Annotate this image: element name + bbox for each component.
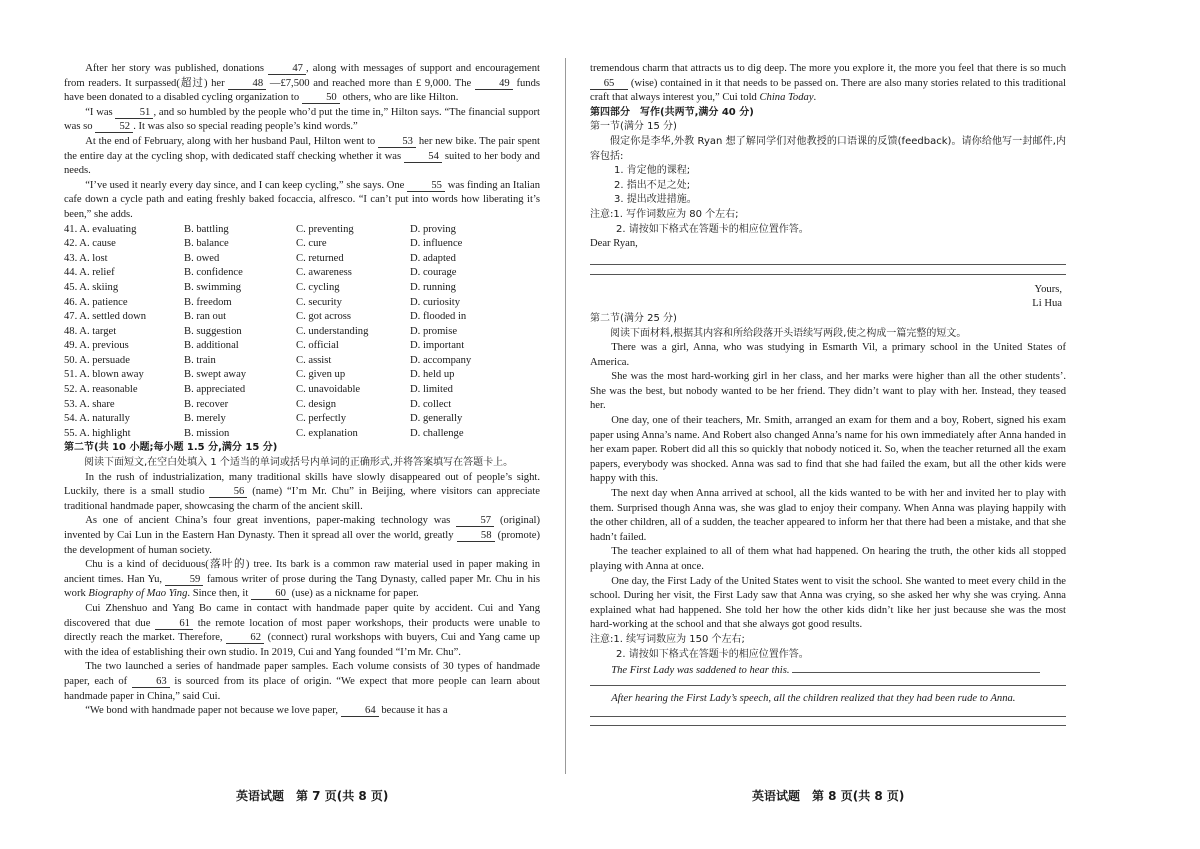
option-choice: B. recover bbox=[184, 398, 229, 410]
option-choice: B. confidence bbox=[184, 267, 243, 279]
option-choice: B. merely bbox=[184, 413, 226, 425]
option-choice: 54. A. naturally bbox=[64, 413, 130, 425]
option-row bbox=[64, 223, 540, 238]
story-paragraph: There was a girl, Anna, who was studying in Esmarth Vil, a primary school in the United States of America. bbox=[590, 342, 1066, 368]
option-choice: D. adapted bbox=[410, 252, 456, 264]
page-8-column bbox=[590, 62, 1066, 726]
option-row bbox=[64, 325, 540, 340]
option-choice: 42. A. cause bbox=[64, 238, 116, 250]
blank-51: 51 bbox=[115, 107, 153, 119]
option-row bbox=[64, 266, 540, 281]
option-row bbox=[64, 354, 540, 369]
blank-58: 58 bbox=[457, 530, 495, 542]
grammar-paragraph-5: The two launched a series of handmade paper samples. Each volume consists of 30 types of handmade paper, each of 63 is sourced from its place of origin. “We expect that more people can learn about handmade paper in China,” said Cui. bbox=[64, 661, 540, 702]
option-choice: D. influence bbox=[410, 238, 463, 250]
option-row bbox=[64, 383, 540, 398]
blank-57: 57 bbox=[456, 515, 494, 527]
answer-line bbox=[590, 264, 1066, 265]
cloze-paragraph-4: “I’ve used it nearly every day since, and I can keep cycling,” she says. One 55 was finding an Italian cafe down a cycle path and eating freshly baked focaccia, alfresco. “I can’t put into words how liberating it’s been,” she adds. bbox=[64, 179, 540, 220]
option-choice: B. train bbox=[184, 354, 216, 366]
option-choice: D. courage bbox=[410, 267, 457, 279]
option-choice: D. limited bbox=[410, 384, 453, 396]
blank-52: 52 bbox=[95, 121, 133, 133]
cloze-paragraph-2: “I was 51 , and so humbled by the people who’d put the time in,” Hilton says. “The financial support was so 52 . It was also so special reading people’s kind words.” bbox=[64, 106, 540, 133]
option-choice: D. collect bbox=[410, 398, 452, 410]
option-choice: C. returned bbox=[296, 252, 344, 264]
option-choice: B. freedom bbox=[184, 296, 232, 308]
option-row bbox=[64, 296, 540, 311]
option-choice: D. proving bbox=[410, 223, 456, 235]
page-7-footer: 英语试题 第 7 页(共 8 页) bbox=[236, 789, 389, 803]
option-row bbox=[64, 427, 540, 442]
option-choice: B. battling bbox=[184, 223, 229, 235]
blank-53: 53 bbox=[378, 136, 416, 148]
requirement-item: 3. 提出改进措施。 bbox=[614, 194, 697, 206]
requirement-item: 2. 指出不足之处; bbox=[614, 179, 691, 191]
grammar-paragraph-1: In the rush of industrialization, many traditional skills have slowly disappeared out of people’s sight. Luckily, there is a small studio 56 (name) “I’m Mr. Chu” in Beijing, where visitors can appreciate traditional handmade paper, showcasing the charm of the ancient skill. bbox=[64, 471, 541, 512]
option-choice: D. flooded in bbox=[410, 311, 467, 323]
story-paragraph: She was the most hard-working girl in her class, and her marks were higher than all the other students’. She was the best, but nobody wanted to be her friend. They didn’t want to play with her. Instead, they teased her. bbox=[590, 371, 1066, 412]
answer-line bbox=[590, 725, 1066, 726]
cloze-paragraph-3: At the end of February, along with her husband Paul, Hilton went to 53 her new bike. The pair spent the entire day at the cycling shop, with dedicated staff checking whether it was 54 suited to her body and needs. bbox=[64, 135, 540, 177]
continuation-note-2: 2. 请按如下格式在答题卡的相应位置作答。 bbox=[616, 648, 809, 660]
option-row bbox=[64, 398, 540, 413]
option-choice: B. ran out bbox=[184, 311, 227, 323]
continuation-note-1: 注意:1. 续写词数应为 150 个左右; bbox=[590, 633, 745, 645]
section-2-instructions: 阅读下面短文,在空白处填入 1 个适当的单词或括号内单词的正确形式,并将答案填写在答题卡上。 bbox=[84, 457, 514, 469]
option-choice: D. generally bbox=[410, 413, 463, 425]
option-choice: B. additional bbox=[184, 340, 239, 352]
writing-section-1-instructions: 假定你是李华,外教 Ryan 想了解同学们对他教授的口语课的反馈(feedback)。请你给他写一封邮件,内容包括: bbox=[590, 135, 1066, 162]
option-choice: D. important bbox=[410, 340, 465, 352]
cloze-paragraph-1: After her story was published, donations 47 , along with messages of support and encouragement from readers. It surpassed(超过) her 48 —£7,500 and reached more than £ 9,000. The 49 funds have been donated to a disabled cycling organization to 50 others, who are like Hilton. bbox=[64, 63, 540, 104]
grammar-paragraph-6: “We bond with handmade paper not because we love paper, 64 because it has a bbox=[85, 705, 448, 717]
blank-63: 63 bbox=[132, 676, 170, 688]
option-choice: B. appreciated bbox=[184, 384, 246, 396]
grammar-paragraph-2: As one of ancient China’s four great inventions, paper-making technology was 57 (original) invented by Cai Lun in the Eastern Han Dynasty. Then it spread all over the world, greatly 58 (promote) the development of human society. bbox=[64, 515, 540, 556]
writing-section-1-heading: 第一节(满分 15 分) bbox=[590, 121, 677, 133]
answer-line bbox=[792, 662, 1040, 673]
option-choice: D. challenge bbox=[410, 427, 464, 439]
option-choice: D. running bbox=[410, 281, 456, 293]
blank-62: 62 bbox=[226, 632, 264, 644]
option-choice: C. got across bbox=[296, 311, 352, 323]
page-8-footer: 英语试题 第 8 页(共 8 页) bbox=[752, 789, 905, 803]
option-choice: 46. A. patience bbox=[64, 296, 128, 308]
blank-54: 54 bbox=[404, 151, 442, 163]
grammar-paragraph-3: Chu is a kind of deciduous(落叶的) tree. Its bark is a common raw material used in paper making in ancient times. Han Yu, 59 famous writer of prose during the Tang Dynasty, called paper Mr. Chu in his work Biography of Mao Ying. Since then, it 60 (use) as a nickname for paper. bbox=[64, 559, 540, 600]
option-choice: 43. A. lost bbox=[64, 252, 108, 264]
option-choice: 53. A. share bbox=[64, 398, 115, 410]
option-row bbox=[64, 281, 540, 296]
option-choice: B. swimming bbox=[184, 281, 242, 293]
blank-61: 61 bbox=[155, 618, 193, 630]
story-paragraph: The next day when Anna arrived at school, all the kids wanted to be with her and invited her to play with them. Surprised though Anna was, she was glad to enjoy their company. When Anna was playing happily with the other children, all of a sudden, the teacher appeared to inform her that there had been a mistake, and that she hadn’t failed. bbox=[590, 488, 1066, 543]
option-choice: C. given up bbox=[296, 369, 346, 381]
option-choice: C. unavoidable bbox=[296, 384, 361, 396]
option-row bbox=[64, 339, 540, 354]
letter-closing: Yours, bbox=[1034, 283, 1062, 295]
option-row bbox=[64, 412, 540, 427]
answer-line bbox=[590, 685, 1066, 686]
option-choice: 52. A. reasonable bbox=[64, 384, 138, 396]
magazine-title: China Today bbox=[759, 92, 814, 104]
letter-signature: Li Hua bbox=[1032, 298, 1062, 310]
option-choice: D. held up bbox=[410, 369, 455, 381]
option-choice: C. preventing bbox=[296, 223, 354, 235]
option-choice: B. mission bbox=[184, 427, 230, 439]
section-2-heading: 第二节(共 10 小题;每小题 1.5 分,满分 15 分) bbox=[64, 442, 278, 454]
option-choice: 44. A. relief bbox=[64, 267, 115, 279]
column-divider bbox=[565, 58, 566, 774]
option-choice: D. accompany bbox=[410, 354, 472, 366]
option-choice: C. assist bbox=[296, 354, 332, 366]
blank-60: 60 bbox=[251, 588, 289, 600]
answer-line bbox=[590, 716, 1066, 717]
option-choice: B. owed bbox=[184, 252, 220, 264]
continuation-prompt-1: The First Lady was saddened to hear this. bbox=[590, 662, 1066, 679]
option-choice: C. official bbox=[296, 340, 339, 352]
option-choice: 49. A. previous bbox=[64, 340, 129, 352]
answer-line bbox=[590, 274, 1066, 275]
book-title: Biography of Mao Ying bbox=[88, 588, 188, 600]
blank-64: 64 bbox=[341, 705, 379, 717]
option-choice: 47. A. settled down bbox=[64, 311, 147, 323]
option-choice: C. awareness bbox=[296, 267, 352, 279]
option-choice: 51. A. blown away bbox=[64, 369, 144, 381]
requirement-item: 1. 肯定他的课程; bbox=[614, 165, 691, 177]
story-paragraph: One day, one of their teachers, Mr. Smith, arranged an exam for them and a boy, Robert, signed his exam paper using Anna’s name. And Robert also changed Anna’s name for his own immediately after Anna handed in her exam paper. Robert did all this so quickly that nobody noticed it. So, when the teacher returned all the exam papers, everybody was shocked. Anna was sad to find that she had failed the exam, but all the other kids were happy with this. bbox=[590, 415, 1066, 485]
blank-56: 56 bbox=[209, 486, 247, 498]
writing-note-2: 2. 请按如下格式在答题卡的相应位置作答。 bbox=[616, 223, 809, 235]
option-choice: D. curiosity bbox=[410, 296, 461, 308]
option-choice: C. cure bbox=[296, 238, 327, 250]
option-choice: C. design bbox=[296, 398, 337, 410]
option-choice: B. suggestion bbox=[184, 325, 242, 337]
option-choice: C. understanding bbox=[296, 325, 369, 337]
option-choice: 48. A. target bbox=[64, 325, 117, 337]
story-paragraph: One day, the First Lady of the United States went to visit the school. She wanted to meet every child in the school. During her visit, the First Lady saw that Anna was crying, so she asked her why she was crying. Anna explained what had happened. She told her how the other kids didn’t like her just because she was the most hard-working at the school and that she always got good results. bbox=[590, 575, 1066, 631]
option-choice: B. swept away bbox=[184, 369, 247, 381]
blank-48: 48 bbox=[228, 78, 266, 90]
story-paragraph: The teacher explained to all of them what had happened. On hearing the truth, the other kids all stopped playing with Anna at once. bbox=[590, 546, 1066, 572]
grammar-paragraph-4: Cui Zhenshuo and Yang Bo came in contact with handmade paper quite by accident. Cui and Yang discovered that due 61 the remote location of most paper workshops, their products were unable to directly reach the market. Therefore, 62 (connect) rural workshops with buyers, Cui and Yang came up with the idea of establishing their own studio. In 2019, Cui and Yang founded “I’m Mr. Chu”. bbox=[64, 602, 541, 658]
option-choice: C. explanation bbox=[296, 427, 358, 439]
option-choice: C. cycling bbox=[296, 281, 340, 293]
option-choice: 55. A. highlight bbox=[64, 427, 131, 439]
option-row bbox=[64, 252, 540, 267]
option-choice: D. promise bbox=[410, 325, 458, 337]
writing-section-2-instructions: 阅读下面材料,根据其内容和所给段落开头语续写两段,使之构成一篇完整的短文。 bbox=[610, 327, 967, 339]
option-row bbox=[64, 310, 540, 325]
option-choice: 45. A. skiing bbox=[64, 281, 119, 293]
letter-greeting: Dear Ryan, bbox=[590, 238, 638, 250]
blank-59: 59 bbox=[165, 574, 203, 586]
continuation-prompt-2: After hearing the First Lady’s speech, all the children realized that they had been rude to Anna. bbox=[611, 692, 1016, 704]
blank-65: 65 bbox=[590, 78, 628, 90]
option-choice: C. perfectly bbox=[296, 413, 347, 425]
blank-55: 55 bbox=[407, 180, 445, 192]
option-choice: B. balance bbox=[184, 238, 229, 250]
option-row bbox=[64, 237, 540, 252]
writing-note-1: 注意:1. 写作词数应为 80 个左右; bbox=[590, 208, 739, 220]
blank-49: 49 bbox=[475, 78, 513, 90]
option-choice: C. security bbox=[296, 296, 342, 308]
writing-section-2-heading: 第二节(满分 25 分) bbox=[590, 312, 677, 324]
option-choice: 41. A. evaluating bbox=[64, 223, 137, 235]
option-row bbox=[64, 368, 540, 383]
blank-50: 50 bbox=[302, 92, 340, 104]
grammar-paragraph-continued: tremendous charm that attracts us to dig deep. The more you explore it, the more you feel that there is so much 65 (wise) contained in it that needs to be passed on. There are also many stories related to this traditional craft that always interest you,” Cui told China Today. bbox=[590, 63, 1066, 104]
option-choice: 50. A. persuade bbox=[64, 354, 130, 366]
options-table bbox=[64, 223, 540, 442]
part-4-heading: 第四部分 写作(共两节,满分 40 分) bbox=[590, 106, 754, 118]
page-7-column bbox=[64, 62, 540, 719]
blank-47: 47 bbox=[268, 63, 306, 75]
